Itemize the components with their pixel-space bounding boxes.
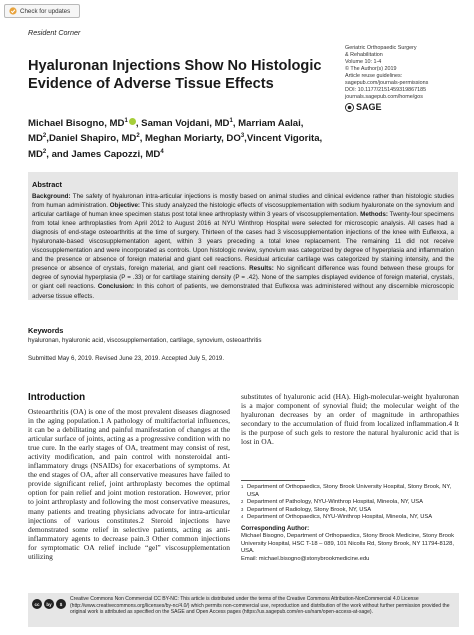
abstract-section-label: Background: [32,193,71,200]
abstract-section-label: Methods: [360,211,388,219]
affiliation-text: Department of Pathology, NYU-Winthrop Hospital, Mineola, NY, USA [247,499,424,506]
orcid-icon[interactable] [129,118,136,125]
abstract-section-text: No significant difference was found between these groups for degree of synovial hyperplasia (P = .33) or for cartilage staining density (P = .42). None of the samples displayed evidence of foreign material, crystals, or giant cell reactions. [32,265,454,291]
abstract-section-label: Objective: [109,202,140,210]
affiliation-text: Department of Orthopaedics, Stony Brook University Hospital, Stony Brook, NY, USA [247,484,452,498]
introduction-heading: Introduction [28,392,86,403]
abstract-box [28,172,458,300]
introduction-paragraph: substitutes of hyaluronic acid (HA). High-molecular-weight hyaluronan is a major component of synovial fluid; the molecular weight of the hyaluronan decreases by an order of magnitude in arthropathies secondary to the accumulation of fluid from localized inflammation.4 It is the purpose of such gels to restore the natural hyaluronic acid that is lost in OA. [241,392,459,447]
article-type-rubric: Resident Corner [28,28,81,37]
author-separator: , [244,133,247,145]
corresponding-author-email[interactable]: Email: michael.bisogno@stonybrookmedicine.edu [241,555,370,562]
author-affiliation-marker: 1 [124,118,128,124]
check-for-updates-button[interactable] [4,4,80,18]
cc-by-icon: by [44,599,54,609]
author-affiliation-marker: 4 [160,148,164,155]
corresponding-author-address: Michael Bisogno, Department of Orthopaedics, Stony Brook Medicine, Stony Brook University Hospital, HSC T-18 – 089, 101 Nicolls Rd, Stony Brook, NY 11794-8128, USA. [241,533,454,555]
abstract-section-text: Twenty-four specimens from total knee arthroplasties from April 2012 to August 2016 at NYU Winthrop Hospital were selected for microscopic analysis. All cases had a diagnosis of end-stage osteoarthritis at the time of surgery. Thirteen of the cases had 3 viscosupplementation injections of the knee with Euflexxa, a hyaluronate-based viscosupplementation agent, within 3 years preceding a total knee replacement. The remaining 11 did not receive viscosupplementation and were incorporated as controls. Upon histologic review, synovium was categorized by degree of hyperplasia and inflammation and the presence or absence of foreign material and giant cell reactions. Residual articular cartilage was categorized by staining intensity, and the presence or absence of crystals, foreign material, and giant cell reactions. [32,211,455,273]
affiliation-number: 1 [241,484,244,489]
cc-nc-icon: $ [56,599,66,609]
author-list [28,115,328,161]
affiliation-item [241,507,459,515]
author-name: Saman Vojdani, MD [141,118,230,130]
author-affiliation-marker: 3 [240,133,245,140]
introduction-right-column [241,392,459,446]
submission-dates: Submitted May 6, 2019. Revised June 23, 2019. Accepted July 5, 2019. [28,355,225,362]
cc-license-badges [32,596,66,609]
affiliation-number: 2 [241,499,244,505]
keywords-heading: Keywords [28,326,64,335]
journal-doi[interactable]: DOI: 10.1177/2151459319867185 [345,87,427,93]
journal-line: Article reuse guidelines: [345,73,403,79]
check-for-updates-label: Check for updates [20,7,71,15]
author-affiliation-marker: 1 [229,118,233,124]
abstract-section-text: The safety of hyaluronan intra-articular injections is mostly based on animal studies and clinical evidence rather than histologic studies from human administration. [32,193,454,210]
abstract-section-label: Results: [249,265,274,273]
sage-logo [345,103,457,112]
affiliation-text: Department of Radiology, Stony Brook, NY, USA [247,506,372,513]
sage-logo-icon [345,103,354,112]
cc-icon: cc [32,599,42,609]
sage-logo-text: SAGE [356,102,382,112]
author-separator: , and [46,148,72,160]
license-footer [28,593,459,627]
journal-line: Geriatric Orthopaedic Surgery [345,45,417,51]
affiliation-number: 4 [241,514,244,520]
author-name: Meghan Moriarty, DO [145,133,241,145]
introduction-paragraph: Osteoarthritis (OA) is one of the most prevalent diseases diagnosed in the aging population.1 A pathology of multifactorial influences, it can be a debilitating and painful manifestation of changes at the articular surface of joints, acting as a progressive condition with no true cure. In the early stages of OA, treatment may consist of rest, activity modification, and pain control with nonsteroidal anti-inflammatory drugs (NSAIDs) for exacerbations of symptoms. At the end stages of OA, after all conservative measures have failed to provide significant relief, joint arthroplasty becomes the optimal option for pain relief and joint motion restoration. However, prior to joint arthroplasty and following the most conservative measures, many patients and treating physicians advocate for intra-articular injections of various constitutes.2 Steroid injections have demonstrated some relief in selective patients, acting as anti-inflammatory agents to decrease pain.3 Other common injections for symptomatic OA relief include “gel” viscosupplementation utilizing [28,407,230,561]
affiliation-item [241,484,459,499]
author-name: Marriam Aalai, MD [28,118,304,145]
corresponding-author-details [241,533,459,563]
abstract-text [32,192,454,301]
corresponding-author-heading: Corresponding Author: [241,525,310,532]
affiliation-text: Department of Orthopaedics, NYU-Winthrop Hospital, Mineola, NY, USA [247,514,433,521]
affiliation-item [241,499,459,507]
license-text: Creative Commons Non Commercial CC BY-NC: This article is distributed under the terms of the Creative Commons Attribution-NonCommercial 4.0 License (http://www.creativecommons.org/licenses/by-nc/4.0/) which permits non-commercial use, reproduction and distribution of the work without further permission provided the original work is attributed as specified on the SAGE and Open Access pages (https://us.sagepub.com/en-us/nam/open-access-at-sage). [70,596,450,616]
abstract-section-text: This study analyzed the histologic effects of viscosupplementation with sodium hyaluronate on the synovium and articular cartilage of human knee specimen status post total knee arthroplasty within 3 years of viscosupplementation. [32,202,454,219]
author-separator: , [46,133,49,145]
author-affiliation-marker: 2 [42,148,47,155]
journal-info [345,45,457,112]
author-separator: , [232,118,239,130]
abstract-heading: Abstract [32,180,62,189]
introduction-left-column [28,407,230,561]
author-name: Vincent Vigorita, MD [28,133,323,160]
affiliation-item [241,514,459,522]
keywords-text: hyaluronan, hyaluronic acid, viscosupplementation, cartilage, synovium, osteoarthritis [28,337,262,344]
abstract-section-label: Conclusion: [97,283,134,291]
journal-volume: Volume 10: 1-4 [345,59,382,65]
journal-copyright: © The Author(s) 2019 [345,66,397,72]
abstract-section-text: In this cohort of patients, we demonstrated that Euflexxa was administered without any discernible microscopic adverse tissue effects. [32,283,455,300]
author-separator: , [135,118,142,130]
affiliations [241,484,459,522]
author-affiliation-marker: 2 [42,133,47,140]
journal-line: & Rehabilitation [345,52,383,58]
author-affiliation-marker: 2 [136,133,140,140]
journal-home-link[interactable]: journals.sagepub.com/home/gos [345,94,423,100]
author-separator: , [139,133,146,145]
crossmark-icon [9,7,17,15]
author-name: Daniel Shapiro, MD [48,133,137,145]
affiliation-number: 3 [241,506,244,512]
author-name: James Capozzi, MD [71,148,161,160]
journal-permissions-link[interactable]: sagepub.com/journals-permissions [345,80,429,86]
author-name: Michael Bisogno, MD [28,118,125,130]
footnote-divider [241,480,305,481]
article-title: Hyaluronan Injections Show No Histologic Evidence of Adverse Tissue Effects [28,58,322,92]
